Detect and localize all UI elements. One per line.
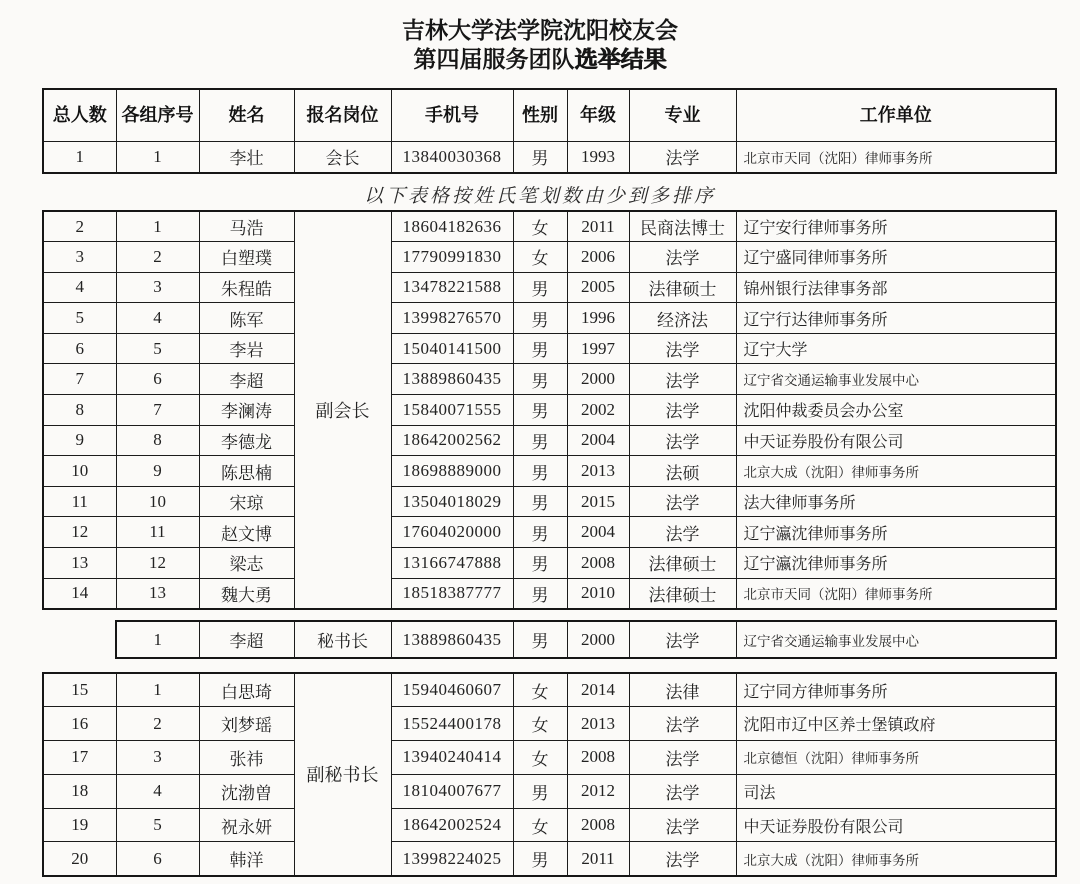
cell-gender: 男 — [513, 425, 567, 456]
title-line-2 — [0, 45, 1080, 74]
cell-year: 2004 — [567, 425, 629, 456]
column-header-employer: 工作单位 — [736, 89, 1056, 141]
cell-name: 刘梦瑶 — [199, 707, 294, 741]
cell-name: 李壮 — [199, 141, 294, 173]
president-table — [42, 88, 1057, 174]
title-line-2-bold: 选举结果 — [574, 47, 667, 72]
cell-phone: 13504018029 — [391, 486, 513, 517]
cell-employer: 辽宁瀛沈律师事务所 — [736, 548, 1056, 579]
cell-year: 2006 — [567, 242, 629, 273]
cell-phone: 13940240414 — [391, 741, 513, 775]
cell-employer: 辽宁大学 — [736, 333, 1056, 364]
vice-president-table — [42, 210, 1057, 610]
cell-name: 陈思楠 — [199, 456, 294, 487]
cell-year: 2010 — [567, 578, 629, 609]
cell-total: 16 — [43, 707, 116, 741]
cell-major: 法律硕士 — [629, 548, 736, 579]
cell-employer: 中天证券股份有限公司 — [736, 808, 1056, 842]
cell-major: 民商法博士 — [629, 211, 736, 242]
cell-phone: 15524400178 — [391, 707, 513, 741]
cell-group: 5 — [116, 808, 199, 842]
cell-total: 5 — [43, 303, 116, 334]
deputy-secretary-table — [42, 672, 1057, 877]
cell-year: 2011 — [567, 211, 629, 242]
cell-gender: 男 — [513, 333, 567, 364]
table-row — [43, 707, 1056, 741]
cell-group: 1 — [116, 673, 199, 707]
title-line-1: 吉林大学法学院沈阳校友会 — [402, 18, 678, 43]
cell-phone: 13840030368 — [391, 141, 513, 173]
cell-group: 1 — [116, 141, 199, 173]
cell-employer: 法大律师事务所 — [736, 486, 1056, 517]
cell-name: 李澜涛 — [199, 395, 294, 426]
cell-total: 3 — [43, 242, 116, 273]
table-row — [43, 141, 1056, 173]
cell-name: 李岩 — [199, 333, 294, 364]
cell-major: 法学 — [629, 425, 736, 456]
cell-gender: 女 — [513, 242, 567, 273]
cell-phone: 13998224025 — [391, 842, 513, 876]
cell-group: 1 — [116, 211, 199, 242]
cell-total: 7 — [43, 364, 116, 395]
cell-group: 10 — [116, 486, 199, 517]
cell-employer: 辽宁同方律师事务所 — [736, 673, 1056, 707]
cell-employer: 北京大成（沈阳）律师事务所 — [736, 842, 1056, 876]
table-row — [116, 621, 1056, 658]
cell-employer: 辽宁省交通运输事业发展中心 — [736, 364, 1056, 395]
cell-name: 张祎 — [199, 741, 294, 775]
cell-phone: 15040141500 — [391, 333, 513, 364]
cell-major: 法学 — [629, 741, 736, 775]
cell-group: 9 — [116, 456, 199, 487]
cell-gender: 女 — [513, 741, 567, 775]
cell-major: 经济法 — [629, 303, 736, 334]
data-table — [42, 88, 1057, 174]
cell-phone: 18518387777 — [391, 578, 513, 609]
cell-gender: 女 — [513, 673, 567, 707]
cell-group: 1 — [116, 621, 199, 658]
cell-major: 法学 — [629, 842, 736, 876]
cell-name: 宋琼 — [199, 486, 294, 517]
cell-year: 2008 — [567, 741, 629, 775]
cell-major: 法律硕士 — [629, 272, 736, 303]
cell-total: 19 — [43, 808, 116, 842]
cell-gender: 男 — [513, 578, 567, 609]
column-header-total: 总人数 — [43, 89, 116, 141]
column-header-group: 各组序号 — [116, 89, 199, 141]
cell-phone: 18604182636 — [391, 211, 513, 242]
cell-phone: 13478221588 — [391, 272, 513, 303]
table-row — [43, 578, 1056, 609]
table-row — [43, 517, 1056, 548]
cell-group: 2 — [116, 242, 199, 273]
cell-year: 2008 — [567, 548, 629, 579]
cell-year: 2000 — [567, 621, 629, 658]
cell-total: 20 — [43, 842, 116, 876]
cell-group: 4 — [116, 303, 199, 334]
cell-year: 2005 — [567, 272, 629, 303]
cell-group: 5 — [116, 333, 199, 364]
cell-phone: 18642002562 — [391, 425, 513, 456]
cell-gender: 男 — [513, 621, 567, 658]
cell-position-merged: 副会长 — [294, 211, 391, 609]
cell-position-merged: 副秘书长 — [294, 673, 391, 876]
cell-name: 李超 — [199, 364, 294, 395]
table-row — [43, 242, 1056, 273]
cell-group: 2 — [116, 707, 199, 741]
cell-name: 梁志 — [199, 548, 294, 579]
cell-year: 2008 — [567, 808, 629, 842]
cell-phone: 18104007677 — [391, 774, 513, 808]
cell-group: 7 — [116, 395, 199, 426]
cell-group: 4 — [116, 774, 199, 808]
sort-note: 以下表格按姓氏笔划数由少到多排序 — [363, 186, 716, 207]
table-row — [43, 303, 1056, 334]
cell-year: 2012 — [567, 774, 629, 808]
cell-name: 魏大勇 — [199, 578, 294, 609]
cell-name: 李超 — [199, 621, 294, 658]
cell-name: 马浩 — [199, 211, 294, 242]
cell-major: 法学 — [629, 364, 736, 395]
column-header-gender: 性别 — [513, 89, 567, 141]
cell-total: 14 — [43, 578, 116, 609]
cell-major: 法学 — [629, 333, 736, 364]
table-row — [43, 774, 1056, 808]
cell-total: 8 — [43, 395, 116, 426]
data-table — [42, 672, 1057, 877]
cell-gender: 男 — [513, 303, 567, 334]
cell-group: 3 — [116, 741, 199, 775]
cell-phone: 18698889000 — [391, 456, 513, 487]
cell-total: 15 — [43, 673, 116, 707]
cell-total: 12 — [43, 517, 116, 548]
cell-employer: 辽宁安行律师事务所 — [736, 211, 1056, 242]
cell-total: 2 — [43, 211, 116, 242]
cell-gender: 男 — [513, 548, 567, 579]
cell-major: 法学 — [629, 621, 736, 658]
cell-major: 法学 — [629, 707, 736, 741]
cell-year: 1993 — [567, 141, 629, 173]
cell-name: 朱程皓 — [199, 272, 294, 303]
column-header-major: 专业 — [629, 89, 736, 141]
table-row — [43, 673, 1056, 707]
cell-employer: 沈阳市辽中区养士堡镇政府 — [736, 707, 1056, 741]
table-row — [43, 808, 1056, 842]
cell-year: 2000 — [567, 364, 629, 395]
cell-employer: 辽宁瀛沈律师事务所 — [736, 517, 1056, 548]
cell-phone: 15940460607 — [391, 673, 513, 707]
cell-gender: 男 — [513, 486, 567, 517]
title-line-2-prefix: 第四届服务团队 — [413, 47, 575, 72]
column-header-year: 年级 — [567, 89, 629, 141]
cell-gender: 男 — [513, 364, 567, 395]
cell-phone: 17790991830 — [391, 242, 513, 273]
cell-major: 法学 — [629, 395, 736, 426]
cell-major: 法硕 — [629, 456, 736, 487]
cell-name: 陈军 — [199, 303, 294, 334]
cell-name: 白思琦 — [199, 673, 294, 707]
cell-year: 2013 — [567, 707, 629, 741]
cell-group: 3 — [116, 272, 199, 303]
cell-gender: 男 — [513, 842, 567, 876]
cell-major: 法律硕士 — [629, 578, 736, 609]
cell-gender: 女 — [513, 808, 567, 842]
cell-gender: 男 — [513, 456, 567, 487]
table-row — [43, 211, 1056, 242]
cell-total: 6 — [43, 333, 116, 364]
header-row — [43, 89, 1056, 141]
cell-total: 11 — [43, 486, 116, 517]
cell-employer: 北京大成（沈阳）律师事务所 — [736, 456, 1056, 487]
column-header-phone: 手机号 — [391, 89, 513, 141]
cell-total: 18 — [43, 774, 116, 808]
cell-major: 法学 — [629, 141, 736, 173]
cell-major: 法学 — [629, 808, 736, 842]
cell-gender: 女 — [513, 707, 567, 741]
cell-name: 韩洋 — [199, 842, 294, 876]
column-header-position: 报名岗位 — [294, 89, 391, 141]
cell-total: 9 — [43, 425, 116, 456]
cell-gender: 男 — [513, 774, 567, 808]
cell-gender: 男 — [513, 272, 567, 303]
cell-gender: 男 — [513, 517, 567, 548]
cell-total: 13 — [43, 548, 116, 579]
cell-employer: 辽宁盛同律师事务所 — [736, 242, 1056, 273]
document-title — [0, 16, 1080, 74]
cell-year: 1996 — [567, 303, 629, 334]
table-row — [43, 272, 1056, 303]
cell-employer: 辽宁省交通运输事业发展中心 — [736, 621, 1056, 658]
cell-gender: 男 — [513, 141, 567, 173]
cell-phone: 18642002524 — [391, 808, 513, 842]
cell-employer: 沈阳仲裁委员会办公室 — [736, 395, 1056, 426]
table-row — [43, 395, 1056, 426]
cell-year: 2015 — [567, 486, 629, 517]
table-row — [43, 548, 1056, 579]
cell-employer: 北京市天同（沈阳）律师事务所 — [736, 578, 1056, 609]
cell-name: 李德龙 — [199, 425, 294, 456]
cell-group: 12 — [116, 548, 199, 579]
cell-name: 祝永妍 — [199, 808, 294, 842]
cell-year: 1997 — [567, 333, 629, 364]
cell-year: 2013 — [567, 456, 629, 487]
cell-name: 白塑璞 — [199, 242, 294, 273]
cell-major: 法学 — [629, 517, 736, 548]
cell-name: 沈渤曽 — [199, 774, 294, 808]
cell-gender: 女 — [513, 211, 567, 242]
cell-group: 8 — [116, 425, 199, 456]
cell-employer: 中天证券股份有限公司 — [736, 425, 1056, 456]
data-table — [115, 620, 1057, 659]
cell-total: 4 — [43, 272, 116, 303]
cell-group: 6 — [116, 842, 199, 876]
cell-total: 10 — [43, 456, 116, 487]
cell-group: 11 — [116, 517, 199, 548]
cell-phone: 13998276570 — [391, 303, 513, 334]
cell-employer: 北京德恒（沈阳）律师事务所 — [736, 741, 1056, 775]
table-row — [43, 364, 1056, 395]
cell-employer: 辽宁行达律师事务所 — [736, 303, 1056, 334]
table-row — [43, 456, 1056, 487]
cell-phone: 13166747888 — [391, 548, 513, 579]
cell-employer: 北京市天同（沈阳）律师事务所 — [736, 141, 1056, 173]
table-row — [43, 425, 1056, 456]
table-row — [43, 486, 1056, 517]
cell-total: 17 — [43, 741, 116, 775]
cell-major: 法律 — [629, 673, 736, 707]
cell-name: 赵文博 — [199, 517, 294, 548]
cell-total: 1 — [43, 141, 116, 173]
cell-group: 13 — [116, 578, 199, 609]
cell-position: 秘书长 — [294, 621, 391, 658]
cell-position: 会长 — [294, 141, 391, 173]
cell-employer: 锦州银行法律事务部 — [736, 272, 1056, 303]
secretary-table — [115, 620, 1057, 659]
cell-gender: 男 — [513, 395, 567, 426]
cell-phone: 13889860435 — [391, 621, 513, 658]
cell-phone: 13889860435 — [391, 364, 513, 395]
cell-phone: 15840071555 — [391, 395, 513, 426]
cell-employer: 司法 — [736, 774, 1056, 808]
table-row — [43, 333, 1056, 364]
cell-year: 2004 — [567, 517, 629, 548]
cell-major: 法学 — [629, 774, 736, 808]
data-table — [42, 210, 1057, 610]
cell-year: 2011 — [567, 842, 629, 876]
table-row — [43, 842, 1056, 876]
cell-year: 2014 — [567, 673, 629, 707]
table-row — [43, 741, 1056, 775]
cell-major: 法学 — [629, 486, 736, 517]
cell-year: 2002 — [567, 395, 629, 426]
cell-phone: 17604020000 — [391, 517, 513, 548]
cell-group: 6 — [116, 364, 199, 395]
cell-major: 法学 — [629, 242, 736, 273]
column-header-name: 姓名 — [199, 89, 294, 141]
